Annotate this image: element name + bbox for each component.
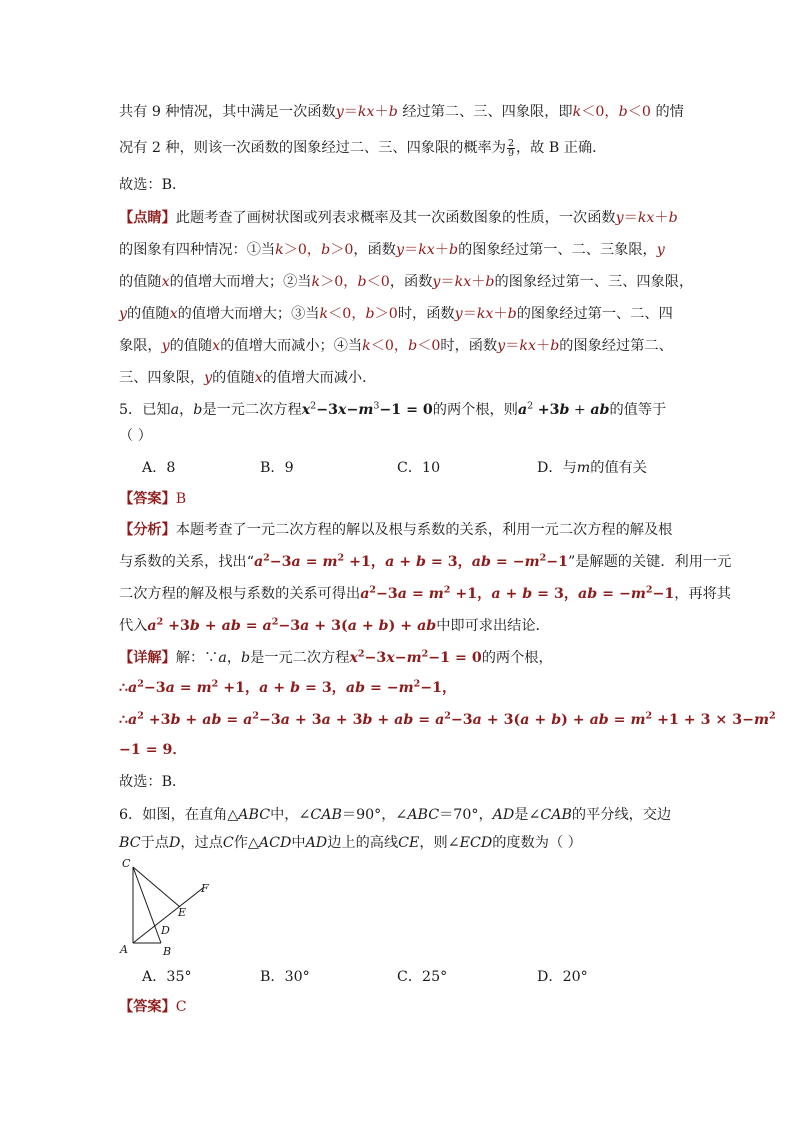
- question-6: BC于点D，过点C作△ACD中AD边上的高线CE，则∠ECD的度数为（ ）: [119, 835, 582, 851]
- fraction: $\frac{2}{9}$: [507, 137, 514, 159]
- choose-line: 故选：B．: [119, 177, 187, 193]
- q5-analysis-line: 二次方程的解及根与系数的关系可得出$a^2-3a = m^2 +1$，a + b = 3，ab = $-m^2-1$，再将其: [119, 584, 731, 602]
- label-f: F: [201, 882, 209, 895]
- q5-option-c[interactable]: C．10: [397, 460, 441, 476]
- q6-option-a[interactable]: A．35°: [142, 969, 192, 985]
- q5-answer: 【答案】B: [119, 491, 187, 507]
- dianjing-line: 的值随x的值增大而增大；②当k＞0，b＜0，函数y＝kx＋b的图象经过第一、三、四象限，: [119, 274, 694, 290]
- label-c: C: [122, 857, 131, 870]
- dianjing-line: 三、四象限，y的值随x的值增大而减小．: [119, 370, 377, 386]
- q6-option-c[interactable]: C．25°: [397, 969, 448, 985]
- dianjing-line: 的图象有四种情况：①当k＞0，b＞0，函数y＝kx＋b的图象经过第一、二、三象限，y: [119, 242, 665, 258]
- label-b: B: [163, 945, 172, 958]
- text-line: 共有 9 种情况，其中满足一次函数y＝kx＋b 经过第二、三、四象限，即k＜0，b＜0 的情: [119, 104, 684, 120]
- question-6: 6．如图，在直角△ABC中，∠CAB＝90°，∠ABC＝70°，AD是∠CAB的平分线，交边: [119, 807, 672, 823]
- q6-option-d[interactable]: D．20°: [537, 969, 588, 985]
- dianjing-line: 【点睛】此题考查了画树状图或列表求概率及其一次函数图象的性质，一次函数y＝kx＋b: [119, 210, 678, 226]
- q5-detail-line: $\therefore a^2-3a = m^2 +1$，a + b = 3，ab = $-m^2-1$，: [119, 678, 457, 696]
- q5-choose: 故选：B．: [119, 774, 187, 790]
- dianjing-line: y的值随x的值增大而增大；③当k＜0，b＞0时，函数y＝kx＋b的图象经过第一、二、四: [119, 306, 673, 322]
- q6-option-b[interactable]: B．30°: [260, 969, 310, 985]
- q5-detail-line: 【详解】解：∵a，b是一元二次方程$x^2-3x-m^2-1 = 0$的两个根，: [119, 648, 553, 666]
- question-5-paren: （ ）: [119, 428, 152, 444]
- q5-option-a[interactable]: A．8: [142, 460, 176, 476]
- label-d: D: [161, 924, 170, 937]
- dianjing-line: 象限，y的值随x的值增大而减小；④当k＜0，b＜0时，函数y＝kx＋b的图象经过第二、: [119, 338, 673, 354]
- label-e: E: [178, 906, 187, 919]
- q5-analysis-line: 代入$a^2 +3b$ + ab = $a^2-3a + 3(a + b)$ + ab中即可求出结论．: [119, 616, 550, 634]
- q5-detail-line: −1 = 9．: [119, 742, 187, 758]
- label-a: A: [120, 943, 128, 956]
- q5-analysis-line: 【分析】本题考查了一元二次方程的解以及根与系数的关系，利用一元二次方程的解及根: [119, 522, 673, 538]
- q6-answer: 【答案】C: [119, 999, 187, 1015]
- q5-option-b[interactable]: B．9: [260, 460, 294, 476]
- question-5: 5．已知a，b是一元二次方程$x^2-3x-m^3-1 = 0$的两个根，则$a^2 +3b$ + ab的值等于: [119, 400, 667, 418]
- q5-option-d[interactable]: D．与m的值有关: [537, 460, 647, 476]
- q5-detail-line: $\therefore a^2 +3b$ + ab = $a^2-3a + 3a + 3b$ + ab = $a^2-3a + 3(a + b)$ + ab = $m^2 +1 + 3 \times 3-m^2$: [119, 710, 776, 728]
- triangle-figure: [114, 852, 224, 962]
- text-line: 况有 2 种，则该一次函数的图象经过二、三、四象限的概率为 $\frac{2}{9}$ ，故 B 正确．: [119, 137, 607, 159]
- q5-analysis-line: 与系数的关系，找出“$a^2-3a = m^2 +1$，a + b = 3，ab = $-m^2-1$”是解题的关键．利用一元: [119, 552, 732, 570]
